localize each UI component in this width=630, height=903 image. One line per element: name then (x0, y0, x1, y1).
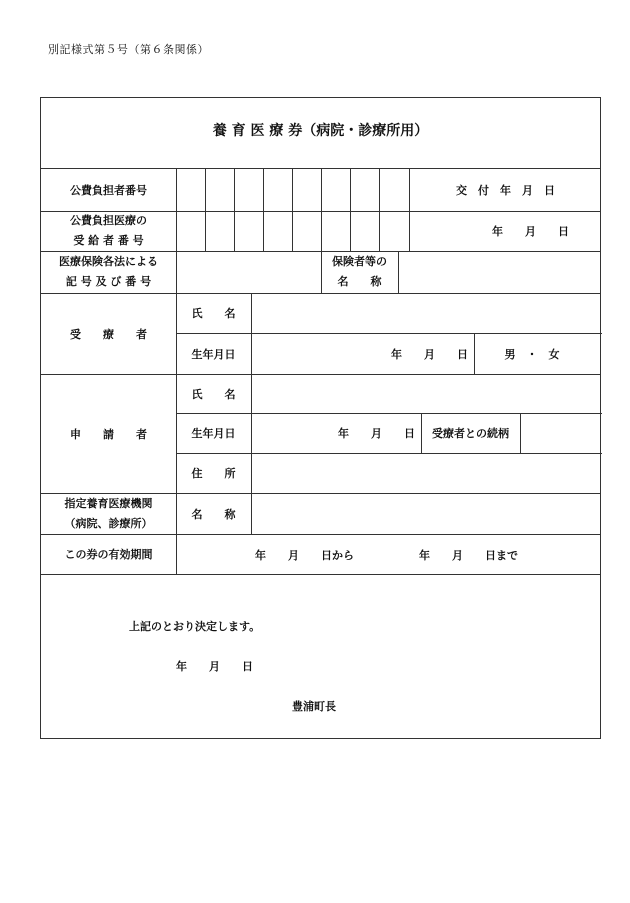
applicant-relation-label: 受療者との続柄 (432, 427, 509, 440)
patient-dob-label: 生年月日 (191, 347, 236, 361)
digit-divider (379, 168, 380, 251)
institution-name-label: 名 称 (191, 507, 236, 521)
institution-label-line2: （病院、診療所） (64, 516, 153, 530)
recipient-number-label (41, 211, 176, 251)
digit-divider (263, 168, 264, 251)
recipient-number-date: 年 月 日 (492, 225, 569, 238)
form-reference: 別記様式第５号（第６条関係） (48, 43, 209, 56)
issue-date-label: 交 付 年 月 日 (456, 183, 555, 197)
digit-divider (234, 168, 235, 251)
digit-divider (350, 168, 351, 251)
medical-voucher-form (40, 97, 601, 739)
insurance-label-line2: 記 号 及 び 番 号 (65, 275, 152, 288)
applicant-address-label: 住 所 (191, 467, 236, 480)
issuer-name: 豊浦町長 (292, 700, 336, 713)
applicant-dob-field: 年 月 日 (338, 427, 415, 440)
insurance-number-label (41, 251, 176, 293)
decision-date: 年 月 日 (176, 660, 253, 673)
recipient-number-label-line2: 受 給 者 番 号 (73, 234, 144, 247)
applicant-dob-label: 生年月日 (191, 427, 236, 440)
form-title: 養 育 医 療 券（病院・診療所用） (212, 123, 429, 139)
row-divider (41, 574, 600, 575)
digit-divider (205, 168, 206, 251)
insurer-label-line2: 名 称 (337, 275, 382, 288)
column-divider (398, 251, 399, 293)
applicant-section-label: 申 請 者 (70, 427, 147, 441)
patient-sex-options: 男 ・ 女 (504, 347, 560, 361)
institution-label-line1: 指定養育医療機関 (64, 496, 153, 510)
insurance-label-line1: 医療保険各法による (59, 255, 158, 268)
insurer-label-line1: 保険者等の (332, 255, 387, 268)
patient-section-label: 受 療 者 (70, 327, 147, 341)
patient-dob-field: 年 月 日 (391, 347, 468, 361)
validity-from: 年 月 日から (255, 549, 354, 562)
applicant-name-label: 氏 名 (191, 387, 236, 401)
decision-statement: 上記のとおり決定します。 (129, 620, 261, 633)
patient-name-label: 氏 名 (191, 307, 236, 320)
recipient-number-label-line1: 公費負担医療の (70, 214, 147, 227)
insurer-name-label (321, 251, 398, 293)
digit-divider (292, 168, 293, 251)
validity-to: 年 月 日まで (419, 549, 518, 562)
validity-label: この券の有効期間 (64, 548, 153, 561)
public-payer-number-label: 公費負担者番号 (70, 183, 147, 197)
digit-divider (321, 168, 322, 251)
institution-label (41, 493, 176, 534)
column-divider (520, 413, 521, 453)
